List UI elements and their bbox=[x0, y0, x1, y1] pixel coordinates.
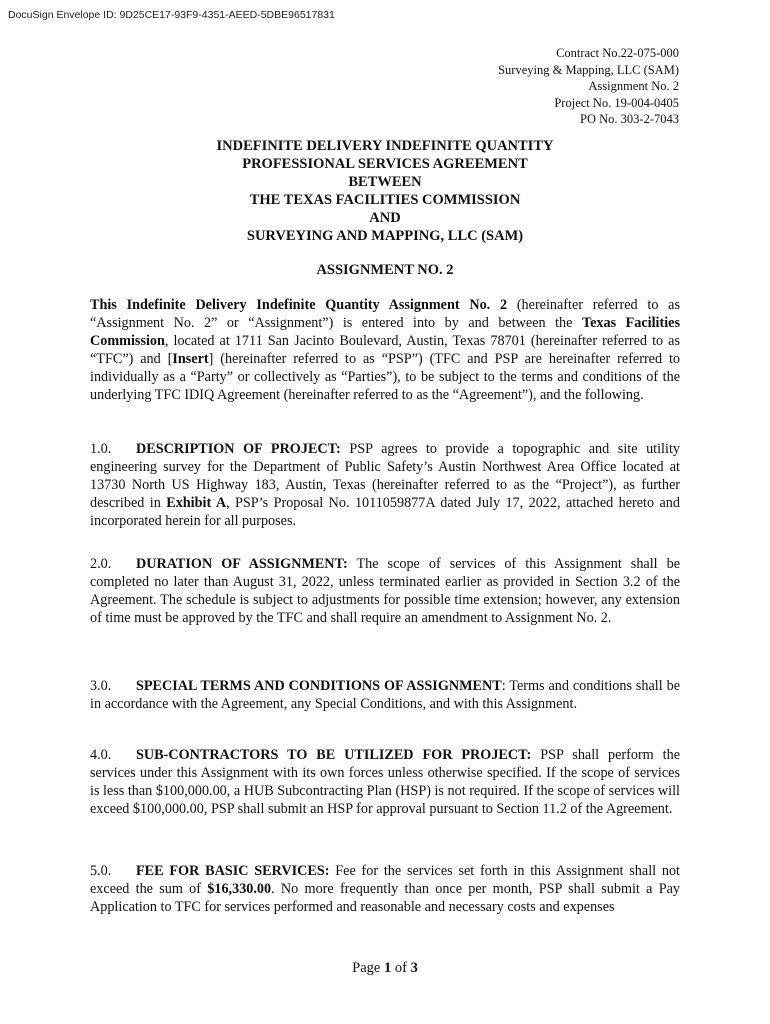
page-footer bbox=[0, 960, 770, 977]
intro-text-2: , located at 1711 San Jacinto Boulevard, Austin, Texas 78701 (hereinafter referred to as “TFC”) and [ bbox=[90, 333, 680, 367]
section-bold: Exhibit A bbox=[166, 495, 227, 511]
section-text: , PSP’s Proposal No. 1011059877A dated July 17, 2022, attached hereto and incorporated herein for all purposes. bbox=[90, 495, 680, 529]
project-number: Project No. 19-004-0405 bbox=[554, 95, 679, 110]
section-text: . No more frequently than once per month, PSP shall submit a Pay Application to TFC for services performed and reasonable and necessary costs and expenses bbox=[90, 881, 680, 915]
section-number: 2.0. bbox=[90, 556, 112, 572]
section-heading: SUB-CONTRACTORS TO BE UTILIZED FOR PROJECT: bbox=[136, 747, 532, 763]
section-number: 4.0. bbox=[90, 747, 112, 763]
title-line: INDEFINITE DELIVERY INDEFINITE QUANTITY bbox=[216, 138, 554, 154]
intro-text-3: ] (hereinafter referred to as “PSP”) (TFC and PSP are hereinafter referred to individually as a “Party” or collectively as “Parties”), to be subject to the terms and conditions of the underlying TFC IDIQ Agreement (hereinafter referred to as the “Agreement”), and the following. bbox=[90, 351, 680, 403]
contract-number: Contract No.22-075-000 bbox=[556, 46, 679, 60]
section-1-description bbox=[90, 440, 680, 530]
docusign-envelope-id: DocuSign Envelope ID: 9D25CE17-93F9-4351-AEED-5DBE96517831 bbox=[8, 9, 335, 21]
assignment-number: Assignment No. 2 bbox=[588, 79, 679, 93]
page-word: Page bbox=[352, 960, 384, 976]
section-heading: FEE FOR BASIC SERVICES: bbox=[136, 863, 330, 879]
title-line: BETWEEN bbox=[348, 174, 422, 190]
of-word: of bbox=[391, 960, 411, 976]
page-number: 1 bbox=[383, 960, 392, 976]
section-3-special-terms bbox=[90, 677, 680, 713]
intro-bold-3: Insert bbox=[172, 351, 209, 367]
section-heading: DURATION OF ASSIGNMENT: bbox=[136, 556, 348, 572]
section-text: PSP agrees to provide a topographic and site utility engineering survey for the Department of Public Safety’s Austin Northwest Area Office located at 13730 North US Highway 183, Austin, Texas (hereinafter referred to as the “Project”), as further described in bbox=[90, 441, 680, 511]
section-number: 5.0. bbox=[90, 863, 112, 879]
fee-amount: $16,330.00 bbox=[207, 881, 272, 897]
po-number: PO No. 303-2-7043 bbox=[580, 112, 679, 126]
section-number: 1.0. bbox=[90, 441, 112, 457]
intro-text-1: (hereinafter referred to as “Assignment No. 2” or “Assignment”) is entered into by and between the bbox=[90, 297, 680, 331]
vendor-name: Surveying & Mapping, LLC (SAM) bbox=[498, 62, 679, 77]
title-line: PROFESSIONAL SERVICES AGREEMENT bbox=[242, 156, 528, 172]
assignment-heading: ASSIGNMENT NO. 2 bbox=[316, 262, 454, 278]
title-line: AND bbox=[369, 210, 401, 226]
intro-bold-1: This Indefinite Delivery Indefinite Quantity Assignment No. 2 bbox=[90, 297, 508, 313]
section-5-fee bbox=[90, 862, 680, 916]
section-text: PSP shall perform the services under this Assignment with its own forces unless otherwise specified. If the scope of services is less than $100,000.00, a HUB Subcontracting Plan (HSP) is not required. If the scope of services will exceed $100,000.00, PSP shall submit an HSP for approval pursuant to Section 11.2 of the Agreement. bbox=[90, 747, 680, 817]
agreement-title bbox=[0, 137, 770, 245]
section-2-duration bbox=[90, 555, 680, 627]
section-text: Fee for the services set forth in this Assignment shall not exceed the sum of bbox=[90, 863, 680, 897]
section-text: : Terms and conditions shall be in accordance with the Agreement, any Special Conditions, and with this Assignment. bbox=[90, 678, 680, 712]
section-4-subcontractors bbox=[90, 746, 680, 818]
section-heading: SPECIAL TERMS AND CONDITIONS OF ASSIGNMENT bbox=[136, 678, 502, 694]
title-line: SURVEYING AND MAPPING, LLC (SAM) bbox=[246, 228, 524, 244]
reference-block bbox=[498, 45, 679, 128]
intro-paragraph bbox=[90, 296, 680, 404]
section-heading: DESCRIPTION OF PROJECT: bbox=[136, 441, 341, 457]
section-number: 3.0. bbox=[90, 678, 112, 694]
page-total: 3 bbox=[410, 960, 418, 976]
intro-bold-2: Texas Facilities Commission bbox=[90, 315, 680, 349]
title-line: THE TEXAS FACILITIES COMMISSION bbox=[249, 192, 521, 208]
section-text: The scope of services of this Assignment shall be completed no later than August 31, 2022, unless terminated earlier as provided in Section 3.2 of the Agreement. The schedule is subject to adjustments for possible time extension; however, any extension of time must be approved by the TFC and shall require an amendment to Assignment No. 2. bbox=[90, 556, 681, 626]
